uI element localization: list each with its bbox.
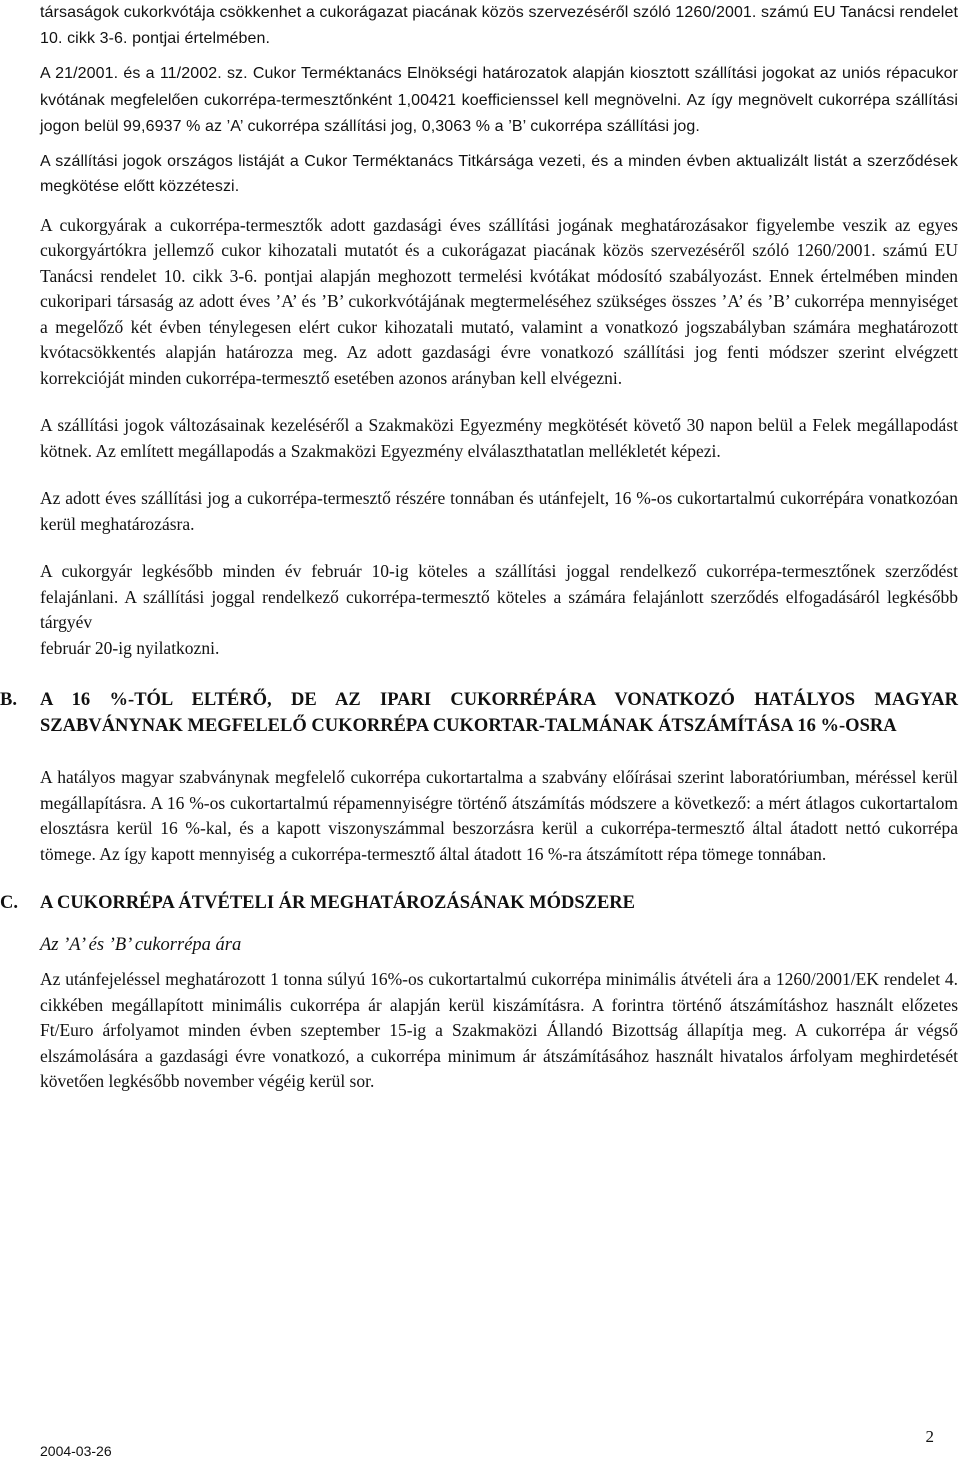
- paragraph-sugar-factories-sentence-2: Ennek értelmében minden cukoripari társaság az adott éves ’A’ és ’B’ cukorkvótájának megtermeléséhez szükséges összes ’A’ és ’B’ cukorrépa mennyiséget a megelőző két évben ténylegesen elért cukor kihozatali mutató, valamint a vonatkozó jogszabályban számára meghatározott kvótacsökkentés alapján határozza meg.: [40, 265, 959, 362]
- paragraph-minimum-price-sentence-1: Az utánfejeléssel meghatározott 1 tonna súlyú 16%-os cukortartalmú cukorrépa minimális átvételi ára a 1260/2001/EK rendelet 4. cikkében megállapított minimális cukorrépa ár alapján kerül kiszámításra.: [40, 969, 958, 1015]
- paragraph-minimum-price: [40, 967, 958, 1095]
- paragraph-standard-conversion-sentence-2: A 16 %-os cukortartalmú répamennyiségre történő átszámítás módszere a következő: a mért átlagos cukortartalom elosztásra kerül 16 %-kal, és a kapott viszonyszámmal beszorzásra kerül a cukorrépa-termesztő által átadott nettó cukorrépa tömege.: [40, 792, 958, 864]
- paragraph-changes-agreement-sentence-2: Az említett megállapodás a Szakmaközi Egyezmény elválaszthatatlan mellékletét képezi.: [95, 440, 721, 461]
- paragraph-contract-offer-sentence-1: A cukorgyár legkésőbb minden év február 10-ig köteles a szállítási joggal rendelkező cukorrépa-termesztőnek szerződést felajánlani.: [40, 561, 958, 607]
- paragraph-contract-offer-sentence-2: A szállítási joggal rendelkező cukorrépa-termesztő köteles a számára felajánlott szerződés elfogadásáról legkésőbb tárgyév: [40, 586, 958, 632]
- paragraph-sugar-factories-sentence-1: A cukorgyárak a cukorrépa-termesztők adott gazdasági éves szállítási jogának meghatározásakor figyelembe veszik az egyes cukorgyártókra jellemző cukor kihozatali mutatót és a cukorágazat piacának közös szervezéséről szóló 1260/2001. számú EU Tanácsi rendelet 10. cikk 3-6. pontjai alapján meghozott termelési kvótákat módosító szabályozást.: [40, 214, 958, 286]
- paragraph-national-list: A szállítási jogok országos listáját a Cukor Terméktanács Titkársága vezeti, és a minden évben aktualizált listát a szerződések megkötése előtt közzéteszi.: [40, 152, 958, 195]
- paragraph-minimum-price-sentence-3: A cukorrépa ár végső elszámolására a gazdasági évre vonatkozó, a cukorrépa minimum ár átszámításához használt hivatalos árfolyam meghirdetését követően legkésőbb november végéig kerül sor.: [40, 1020, 958, 1091]
- paragraph-standard-conversion-sentence-1: A hatályos magyar szabványnak megfelelő cukorrépa cukortartalma a szabvány előírásai szerint laboratóriumban, méréssel kerül megállapításra.: [40, 767, 958, 813]
- section-b-title: A 16 %-TÓL ELTÉRŐ, DE AZ IPARI CUKORRÉPÁRA VONATKOZÓ HATÁLYOS MAGYAR SZABVÁNYNAK MEGFELELŐ CUKORRÉPA CUKORTAR-TALMÁNAK ÁTSZÁMÍTÁSA 16 %-OSRA: [40, 690, 958, 736]
- section-c-subtitle: Az ’A’ és ’B’ cukorrépa ára: [40, 934, 242, 955]
- section-b-letter: B.: [0, 690, 17, 710]
- paragraph-delivery-rights-increase-sentence-2: Az így megnövelt cukorrépa szállítási jogon belül 99,6937 % az ’A’ cukorrépa szállítási jog, 0,3063 % a ’B’ cukorrépa szállítási jog.: [40, 91, 959, 135]
- paragraph-delivery-rights-increase: [40, 60, 958, 140]
- paragraph-sugar-factories: [40, 213, 958, 392]
- section-c-letter: C.: [0, 893, 18, 913]
- page-number: 2: [925, 1427, 934, 1446]
- paragraph-minimum-price-sentence-2: A forintra történő átszámításhoz használt előzetes Ft/Euro árfolyamot minden évben szeptember 15-ig a Szakmaközi Állandó Bizottság állapítja meg.: [40, 994, 959, 1040]
- section-b-heading: [0, 688, 958, 739]
- paragraph-standard-conversion-sentence-3: Az így kapott mennyiség a cukorrépa-termesztő által átadott 16 %-ra átszámított répa tömege tonnában.: [99, 843, 827, 864]
- paragraph-delivery-rights-increase-sentence-1: A 21/2001. és a 11/2002. sz. Cukor Terméktanács Elnökségi határozatok alapján kiosztott szállítási jogokat az uniós répacukor kvótának megfelelően cukorrépa-termesztőnként 1,00421 koefficienssel kell megnövelni.: [40, 65, 958, 109]
- section-c-title: A CUKORRÉPA ÁTVÉTELI ÁR MEGHATÁROZÁSÁNAK MÓDSZERE: [40, 893, 635, 913]
- paragraph-annual-right-unit: Az adott éves szállítási jog a cukorrépa-termesztő részére tonnában és utánfejelt, 16 %-os cukortartalmú cukorrépára vonatkozóan kerül meghatározásra.: [40, 488, 958, 534]
- paragraph-contract-offer-deadline: február 20-ig nyilatkozni.: [40, 637, 220, 658]
- paragraph-standard-conversion: [40, 765, 958, 867]
- footer-date: 2004-03-26: [40, 1443, 112, 1459]
- paragraph-changes-agreement-sentence-1: A szállítási jogok változásainak kezeléséről a Szakmaközi Egyezmény megkötését követő 30 napon belül a Felek megállapodást kötnek.: [40, 415, 958, 461]
- paragraph-sugar-factories-sentence-3: Az adott gazdasági évre vonatkozó szállítási jog fenti módszer szerint elvégzett korrekcióját minden cukorrépa-termesztő esetében azonos arányban kell elvégezni.: [40, 342, 958, 388]
- section-c-heading: [0, 891, 958, 917]
- paragraph-quota-reduction: társaságok cukorkvótája csökkenhet a cukorágazat piacának közös szervezéséről szóló 1260/2001. számú EU Tanácsi rendelet 10. cikk 3-6. pontjai értelmében.: [40, 4, 958, 47]
- paragraph-changes-agreement: [40, 413, 958, 464]
- paragraph-contract-offer: [40, 559, 958, 636]
